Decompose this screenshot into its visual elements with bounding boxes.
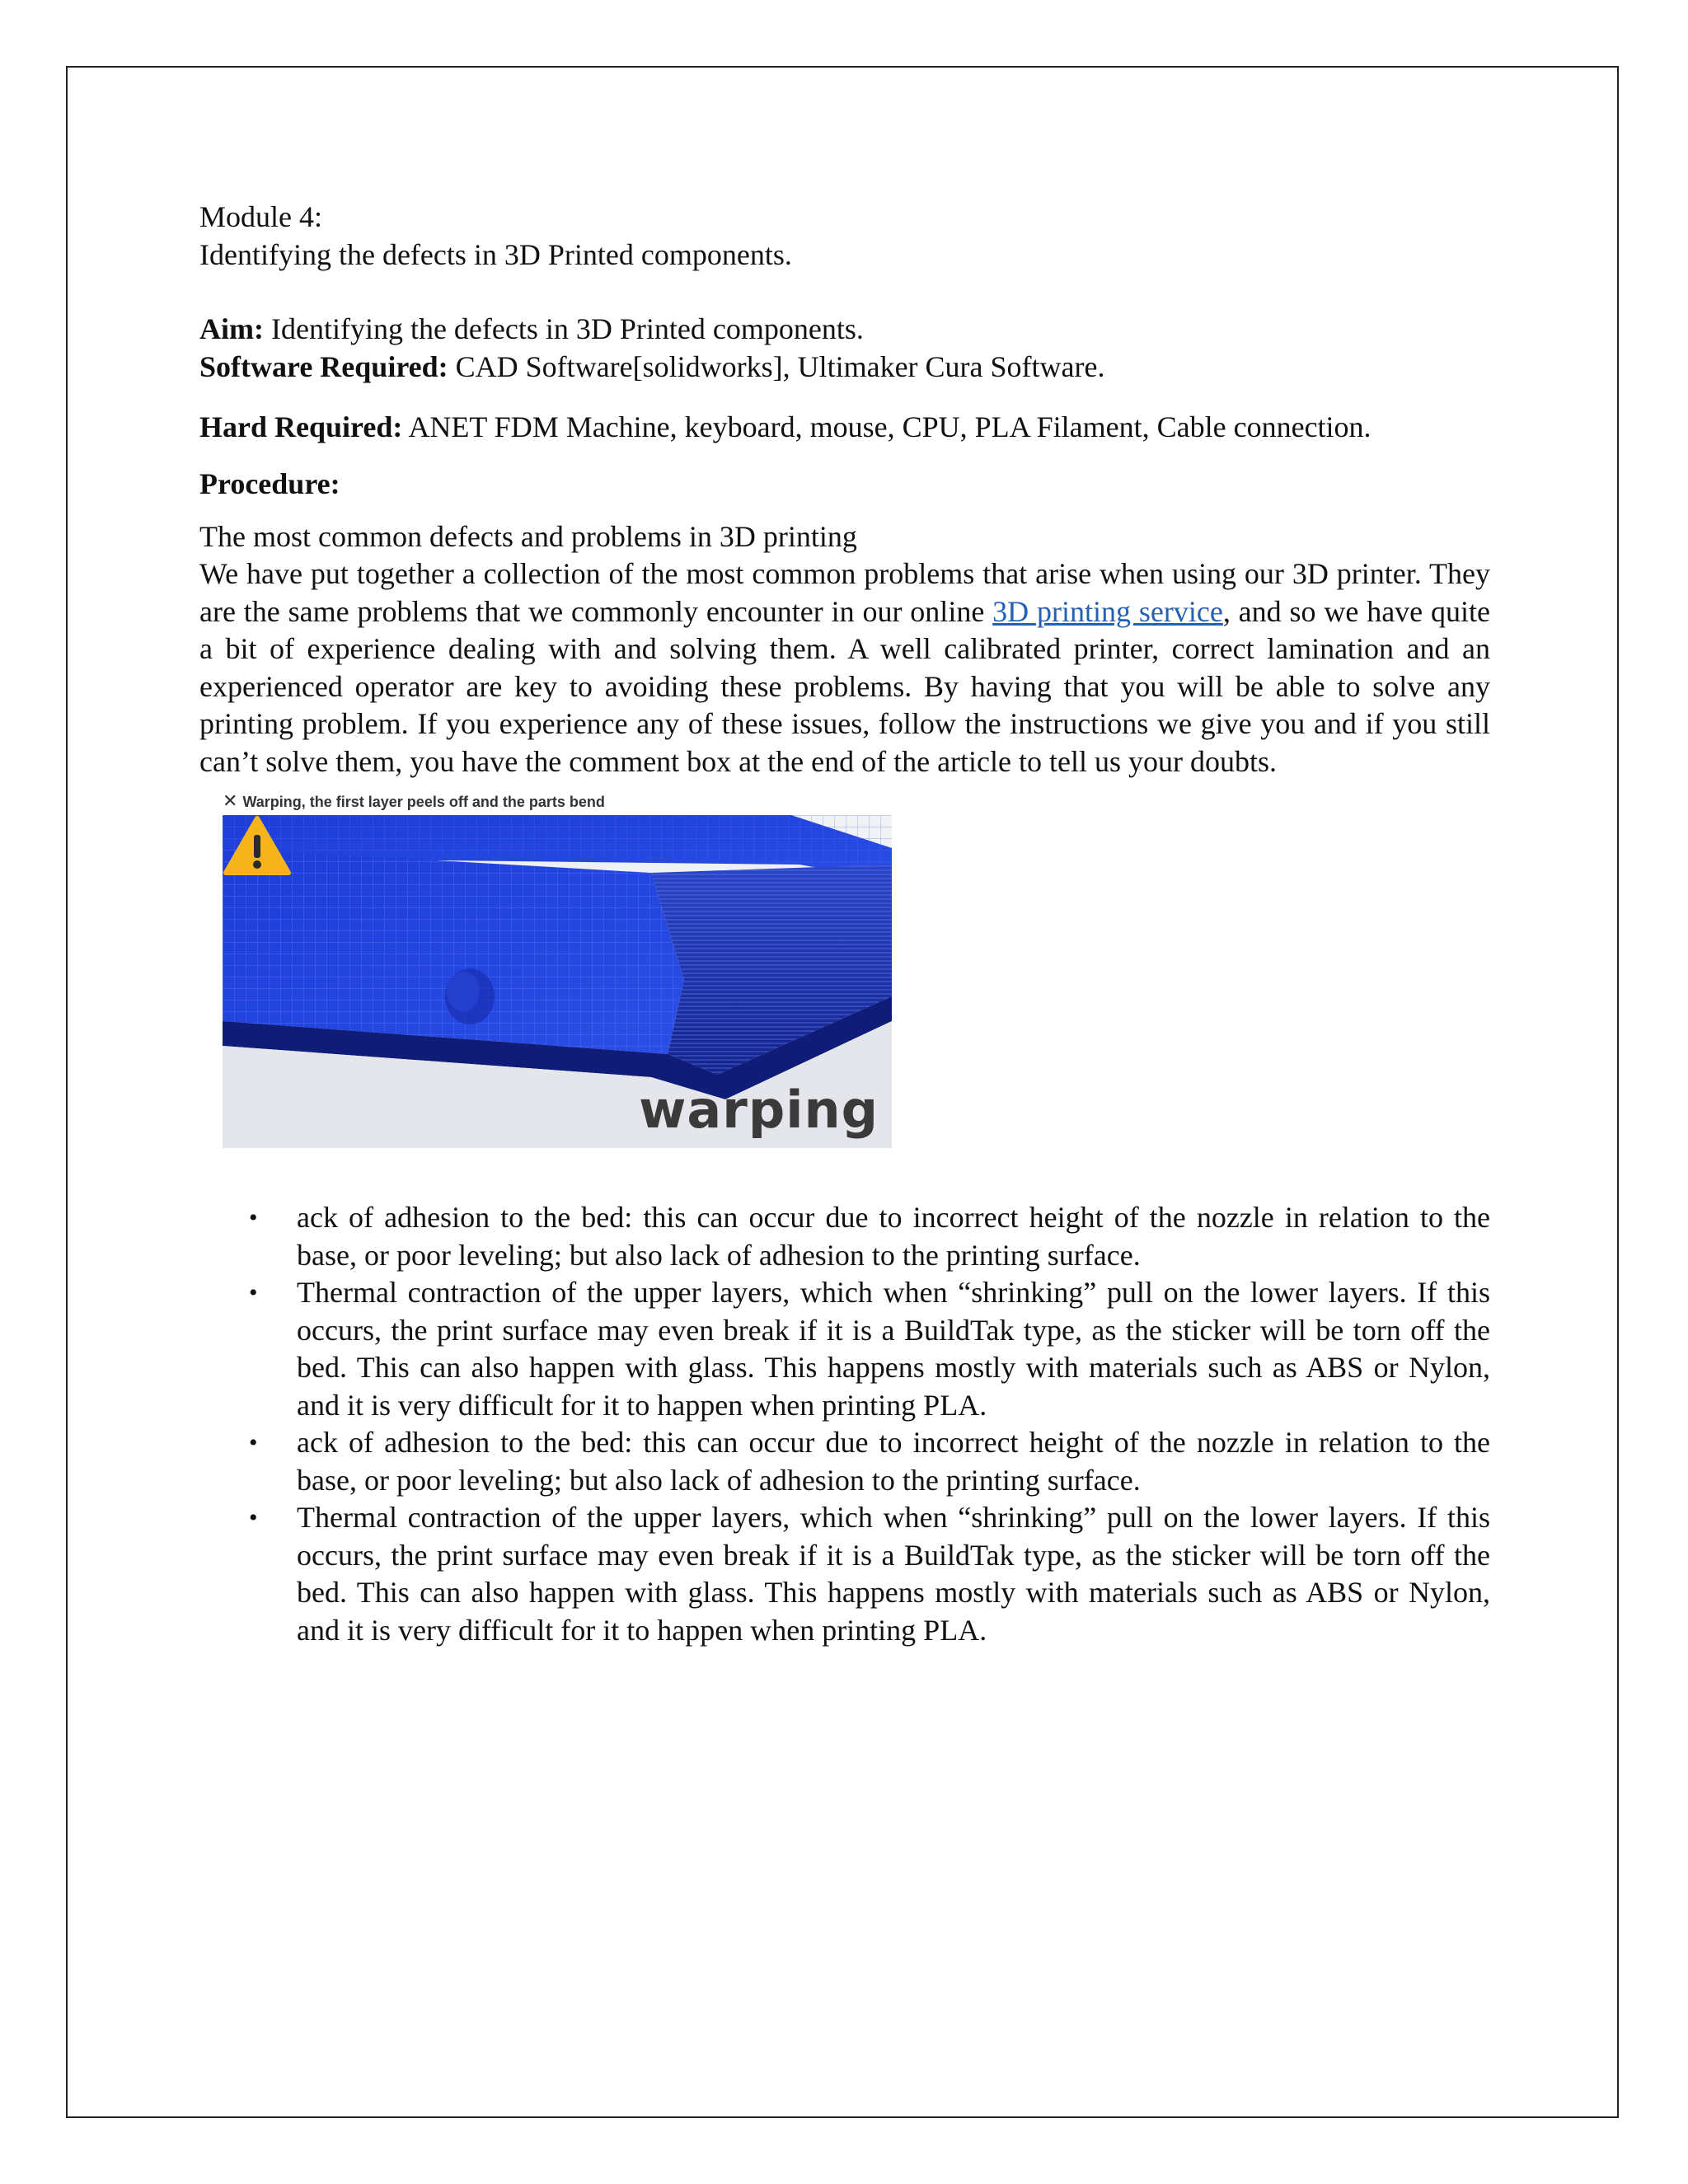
hardware-line bbox=[199, 405, 1490, 448]
bullet-mark: • bbox=[249, 1429, 258, 1456]
software-line bbox=[199, 348, 1490, 386]
list-item-text: ack of adhesion to the bed: this can occur due to incorrect height of the nozzle in relation to the base, or poor leveling; but also lack of adhesion to the printing surface. bbox=[297, 1201, 1490, 1272]
aim-label: Aim: bbox=[199, 312, 264, 345]
list-item-text: Thermal contraction of the upper layers, which when “shrinking” pull on the lower layers. If this occurs, the print surface may even break if it is a BuildTak type, as the sticker will be torn off the bed. This can also happen with glass. This happens mostly with materials such as ABS or Nylon, and it is very difficult for it to happen when printing PLA. bbox=[297, 1276, 1490, 1422]
list-item bbox=[249, 1424, 1490, 1499]
software-text: CAD Software[solidworks], Ultimaker Cura Software. bbox=[448, 350, 1105, 383]
figure-caption bbox=[223, 789, 898, 813]
bullet-mark: • bbox=[249, 1504, 258, 1531]
module-title: Identifying the defects in 3D Printed components. bbox=[199, 238, 792, 271]
list-item bbox=[249, 1499, 1490, 1649]
list-item-text: ack of adhesion to the bed: this can occur due to incorrect height of the nozzle in relation to the base, or poor leveling; but also lack of adhesion to the printing surface. bbox=[297, 1426, 1490, 1497]
list-item bbox=[249, 1274, 1490, 1424]
close-x-icon: ✕ bbox=[223, 790, 238, 811]
warping-photo bbox=[223, 815, 892, 1148]
warning-icon bbox=[223, 815, 292, 876]
paragraph-text-end: , and so we have quite a bit of experience dealing with and solving them. A well calibrated printer, correct lamination and an experienced operator are key to avoiding these problems. By having that you will be able to solve any printing problem. If you experience any of these issues, follow the instructions we give you and if you still can’t solve them, you have the comment box at the end of the article to tell us your doubts. bbox=[199, 594, 1491, 778]
software-label: Software Required: bbox=[199, 350, 448, 383]
procedure-heading: The most common defects and problems in 3D printing bbox=[199, 520, 857, 553]
printing-service-link[interactable]: 3D printing service bbox=[992, 594, 1223, 628]
warping-figure bbox=[223, 789, 898, 1151]
procedure-paragraph bbox=[199, 555, 1490, 780]
defect-causes-list bbox=[199, 1199, 1490, 1649]
list-item bbox=[249, 1199, 1490, 1274]
bullet-mark: • bbox=[249, 1204, 258, 1231]
paragraph-text-start: We have put together a collection of the most common problems that arise when using our 3D printer. They are the same problems that we commonly encounter in our online bbox=[199, 557, 1490, 628]
hardware-text: ANET FDM Machine, keyboard, mouse, CPU, PLA Filament, Cable connection. bbox=[402, 410, 1372, 443]
module-number: Module 4: bbox=[199, 200, 322, 233]
warping-overlay-text: warping bbox=[639, 1080, 879, 1140]
bullet-mark: • bbox=[249, 1279, 258, 1306]
figure-caption-text: Warping, the first layer peels off and the parts bend bbox=[242, 794, 605, 810]
aim-text: Identifying the defects in 3D Printed components. bbox=[263, 312, 864, 345]
list-item-text: Thermal contraction of the upper layers, which when “shrinking” pull on the lower layers. If this occurs, the print surface may even break if it is a BuildTak type, as the sticker will be torn off the bed. This can also happen with glass. This happens mostly with materials such as ABS or Nylon, and it is very difficult for it to happen when printing PLA. bbox=[297, 1501, 1490, 1647]
aim-line bbox=[199, 310, 1490, 348]
procedure-label: Procedure: bbox=[199, 467, 340, 500]
document-body bbox=[199, 198, 1490, 1649]
hardware-label: Hard Required: bbox=[199, 410, 403, 443]
